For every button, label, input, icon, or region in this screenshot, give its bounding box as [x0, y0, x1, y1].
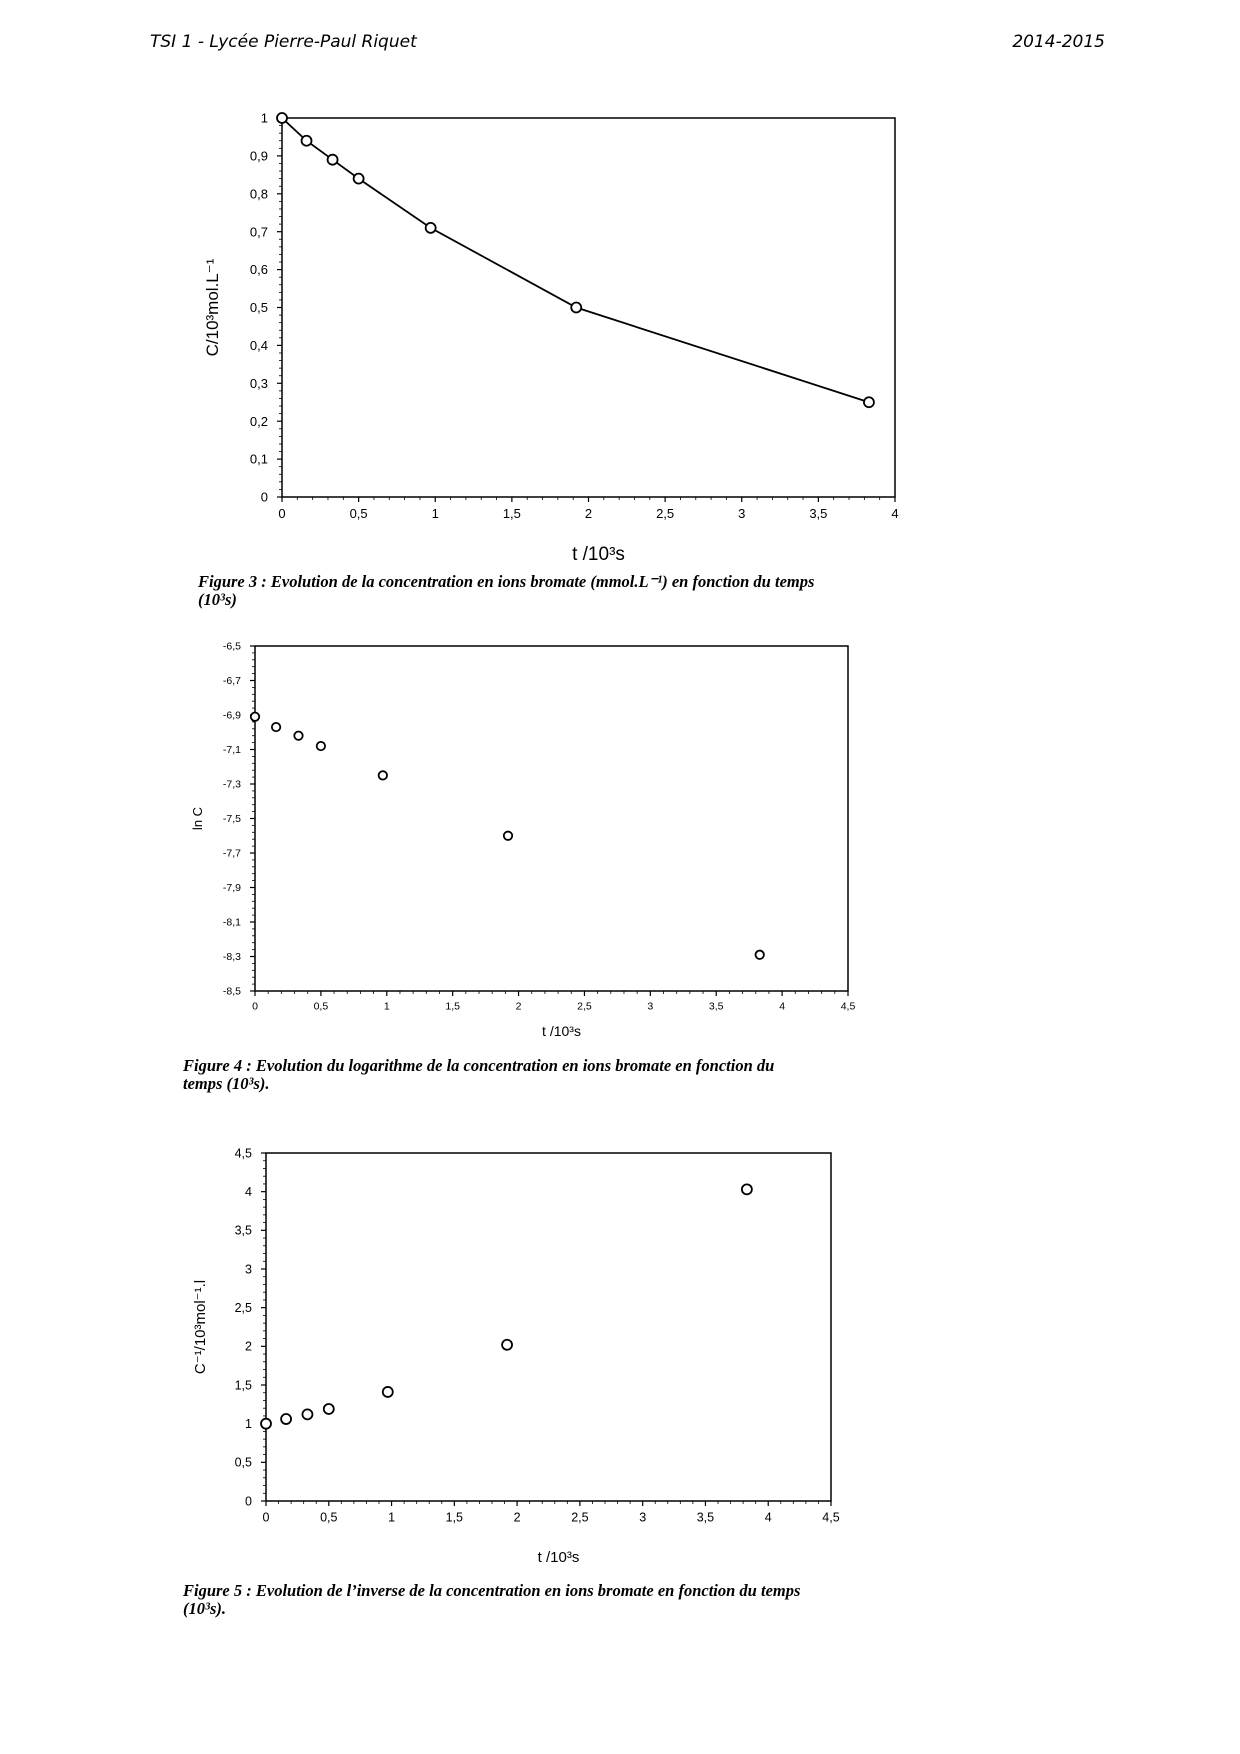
x-tick-label: 1 — [431, 506, 439, 521]
plot-area-frame — [266, 1153, 831, 1501]
plot-area-frame — [282, 118, 895, 497]
x-tick-label: 3 — [639, 1510, 647, 1525]
y-tick-label: -7,3 — [222, 778, 241, 791]
x-tick-label: 0 — [278, 506, 286, 521]
y-tick-label: 0 — [260, 489, 268, 505]
figure-3-caption-line-2: (10³s) — [198, 590, 237, 609]
y-tick-label: 0,8 — [249, 186, 268, 202]
y-tick-label: 3,5 — [234, 1223, 252, 1238]
chart-ln-concentration-vs-time — [0, 630, 1240, 1040]
y-tick-label: -6,9 — [222, 709, 241, 722]
figure-4-caption — [183, 1057, 1013, 1093]
x-tick-label: 3,5 — [708, 1000, 724, 1013]
data-point — [277, 113, 287, 123]
data-point — [379, 771, 387, 779]
x-tick-label: 0 — [252, 1000, 258, 1013]
data-point — [317, 742, 325, 750]
x-tick-label: 4,5 — [840, 1000, 856, 1013]
y-tick-label: 4 — [245, 1185, 252, 1200]
y-tick-label: 4,5 — [234, 1146, 252, 1161]
data-point — [502, 1340, 512, 1350]
x-tick-label: 1,5 — [445, 1000, 460, 1013]
figure-5-caption — [183, 1582, 1013, 1618]
x-tick-label: 2,5 — [656, 506, 675, 521]
data-point — [328, 155, 338, 165]
data-point — [742, 1184, 752, 1194]
data-point — [864, 397, 874, 407]
y-tick-label: -6,7 — [222, 675, 241, 688]
y-tick-label: 1 — [260, 110, 268, 126]
chart-inverse-concentration-vs-time — [0, 1130, 1240, 1570]
y-tick-label: 0,3 — [249, 375, 268, 391]
y-tick-label: -8,5 — [222, 985, 241, 998]
figure-3-caption — [198, 573, 918, 609]
figure-3-caption-line-1: Figure 3 : Evolution de la concentration en ions bromate (mmol.L⁻¹) en fonction du temps — [198, 572, 815, 591]
x-tick-label: 4 — [891, 506, 899, 521]
data-point — [504, 832, 512, 840]
y-tick-label: 0,2 — [249, 413, 268, 429]
data-point — [324, 1404, 334, 1414]
y-tick-label: 0,5 — [249, 300, 268, 316]
x-tick-label: 2,5 — [571, 1510, 589, 1525]
y-tick-label: 2 — [245, 1339, 252, 1354]
data-point — [571, 303, 581, 313]
x-axis-title: t /10³s — [572, 544, 625, 565]
x-tick-label: 3,5 — [696, 1510, 715, 1525]
x-tick-label: 4 — [764, 1510, 772, 1525]
x-tick-label: 2,5 — [577, 1000, 592, 1013]
y-tick-label: 0 — [245, 1494, 252, 1509]
figure-5-caption-line-2: (10³s). — [183, 1599, 226, 1618]
y-tick-label: -7,1 — [222, 744, 241, 757]
figure-4-caption-line-2: temps (10³s). — [183, 1074, 270, 1093]
y-tick-label: -7,9 — [222, 882, 241, 895]
figure-4-caption-line-1: Figure 4 : Evolution du logarithme de la concentration en ions bromate en fonction du — [183, 1056, 775, 1075]
y-tick-label: 0,4 — [249, 337, 268, 353]
data-point — [302, 1409, 312, 1419]
x-tick-label: 3 — [738, 506, 746, 521]
x-tick-label: 1 — [388, 1510, 396, 1525]
y-tick-label: 1,5 — [234, 1378, 252, 1393]
x-tick-label: 0,5 — [313, 1000, 329, 1013]
data-point — [756, 951, 764, 959]
x-tick-label: 2 — [515, 1000, 522, 1013]
y-tick-label: 1 — [245, 1417, 252, 1432]
x-tick-label: 0,5 — [349, 506, 368, 521]
y-axis-title: C⁻¹/10³mol⁻¹.l — [192, 1279, 209, 1375]
data-point — [272, 723, 280, 731]
series-line — [282, 118, 869, 402]
y-tick-label: -8,1 — [222, 916, 241, 929]
x-tick-label: 1,5 — [445, 1510, 464, 1525]
figure-5-caption-line-1: Figure 5 : Evolution de l’inverse de la concentration en ions bromate en fonction du temps — [183, 1581, 801, 1600]
y-tick-label: 0,5 — [234, 1455, 252, 1470]
y-tick-label: -8,3 — [222, 951, 241, 964]
y-tick-label: 0,7 — [249, 224, 268, 240]
x-tick-label: 0 — [262, 1510, 270, 1525]
y-axis-title: C/10³mol.L⁻¹ — [203, 258, 222, 357]
y-tick-label: 2,5 — [234, 1301, 252, 1316]
x-tick-label: 2 — [513, 1510, 521, 1525]
chart-concentration-vs-time — [0, 100, 1240, 565]
x-tick-label: 3,5 — [809, 506, 828, 521]
data-point — [261, 1419, 271, 1429]
y-tick-label: -7,7 — [222, 847, 241, 860]
plot-area-frame — [255, 646, 848, 991]
x-tick-label: 2 — [584, 506, 593, 521]
y-tick-label: 3 — [245, 1262, 252, 1277]
x-tick-label: 4,5 — [822, 1510, 840, 1525]
x-tick-label: 4 — [779, 1000, 786, 1013]
data-point — [383, 1387, 393, 1397]
x-tick-label: 1,5 — [502, 506, 521, 521]
x-tick-label: 0,5 — [320, 1510, 338, 1525]
x-tick-label: 1 — [383, 1000, 390, 1013]
data-point — [294, 732, 302, 740]
data-point — [426, 223, 436, 233]
x-axis-title: t /10³s — [537, 1549, 580, 1566]
y-tick-label: -6,5 — [222, 640, 241, 653]
y-axis-title: ln C — [190, 806, 205, 831]
header-course-school: TSI 1 - Lycée Pierre-Paul Riquet — [150, 32, 417, 52]
y-tick-label: 0,6 — [249, 262, 268, 278]
data-point — [354, 174, 364, 184]
data-point — [281, 1414, 291, 1424]
y-tick-label: 0,1 — [249, 451, 268, 467]
x-axis-title: t /10³s — [542, 1023, 581, 1039]
data-point — [302, 136, 312, 146]
data-point — [251, 713, 259, 721]
y-tick-label: -7,5 — [222, 813, 241, 826]
y-tick-label: 0,9 — [249, 148, 268, 164]
x-tick-label: 3 — [647, 1000, 654, 1013]
header-school-year: 2014-2015 — [1012, 32, 1105, 52]
